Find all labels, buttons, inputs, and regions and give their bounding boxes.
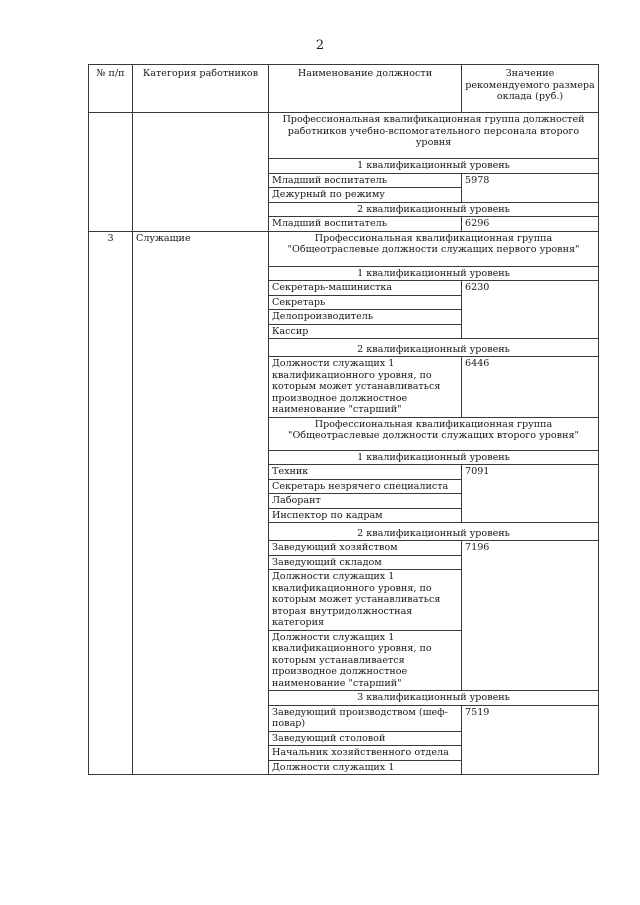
table-row <box>89 541 599 556</box>
position-cell: Начальник хозяйственного отдела <box>269 746 462 761</box>
page-number: 2 <box>315 38 325 53</box>
table-row <box>89 357 599 418</box>
table-row <box>89 173 599 188</box>
level-heading: 1 квалификационный уровень <box>269 450 599 465</box>
num-cell <box>89 113 133 159</box>
position-cell: Должности служащих 1 квалификационного уровня, по которым может устанавливаться производное должностное наименование "старший" <box>269 357 462 418</box>
position-cell: Дежурный по режиму <box>269 188 462 203</box>
table-row <box>89 281 599 296</box>
category-cell <box>133 113 269 159</box>
salary-cell: 6296 <box>462 217 599 232</box>
table-row <box>89 231 599 266</box>
table-row <box>89 705 599 731</box>
salary-cell: 7196 <box>462 541 599 691</box>
table-row <box>89 523 599 541</box>
position-cell: Кассир <box>269 324 462 339</box>
group-heading: Профессиональная квалификационная группа "Общеотраслевые должности служащих первого уровня" <box>269 231 599 266</box>
table-row <box>89 691 599 706</box>
table-row <box>89 465 599 480</box>
position-cell: Должности служащих 1 <box>269 760 462 775</box>
level-heading: 2 квалификационный уровень <box>269 339 599 357</box>
table-row <box>89 450 599 465</box>
position-cell: Младший воспитатель <box>269 173 462 188</box>
header-position: Наименование должности <box>269 65 462 113</box>
level-heading: 1 квалификационный уровень <box>269 159 599 174</box>
table-row <box>89 217 599 232</box>
level-heading: 1 квалификационный уровень <box>269 266 599 281</box>
group-heading: Профессиональная квалификационная группа должностей работников учебно-вспомогательного персонала второго уровня <box>269 113 599 159</box>
header-category: Категория работников <box>133 65 269 113</box>
level-heading: 2 квалификационный уровень <box>269 202 599 217</box>
position-cell: Заведующий складом <box>269 555 462 570</box>
salary-table <box>88 64 599 775</box>
level-heading: 3 квалификационный уровень <box>269 691 599 706</box>
position-cell: Секретарь <box>269 295 462 310</box>
salary-cell: 7519 <box>462 705 599 775</box>
table-row <box>89 266 599 281</box>
table-row <box>89 339 599 357</box>
position-cell: Должности служащих 1 квалификационного уровня, по которым может устанавливаться вторая внутридолжностная категория <box>269 570 462 631</box>
level-heading: 2 квалификационный уровень <box>269 523 599 541</box>
table-header-row <box>89 65 599 113</box>
header-num: № п/п <box>89 65 133 113</box>
position-cell: Заведующий столовой <box>269 731 462 746</box>
table-row <box>89 159 599 174</box>
salary-cell: 7091 <box>462 465 599 523</box>
num-cell: 3 <box>89 231 133 266</box>
position-cell: Заведующий хозяйством <box>269 541 462 556</box>
position-cell: Инспектор по кадрам <box>269 508 462 523</box>
table-row <box>89 417 599 450</box>
position-cell: Младший воспитатель <box>269 217 462 232</box>
header-salary: Значение рекомендуемого размера оклада (руб.) <box>462 65 599 113</box>
position-cell: Секретарь-машинистка <box>269 281 462 296</box>
salary-cell: 5978 <box>462 173 599 202</box>
salary-cell: 6446 <box>462 357 599 418</box>
salary-cell: 6230 <box>462 281 599 339</box>
group-heading: Профессиональная квалификационная группа "Общеотраслевые должности служащих второго уровня" <box>269 417 599 450</box>
position-cell: Должности служащих 1 квалификационного уровня, по которым устанавливается производное должностное наименование "старший" <box>269 630 462 691</box>
position-cell: Заведующий производством (шеф-повар) <box>269 705 462 731</box>
category-cell: Служащие <box>133 231 269 266</box>
position-cell: Техник <box>269 465 462 480</box>
position-cell: Делопроизводитель <box>269 310 462 325</box>
table-row <box>89 202 599 217</box>
table-row <box>89 113 599 159</box>
position-cell: Лаборант <box>269 494 462 509</box>
position-cell: Секретарь незрячего специалиста <box>269 479 462 494</box>
